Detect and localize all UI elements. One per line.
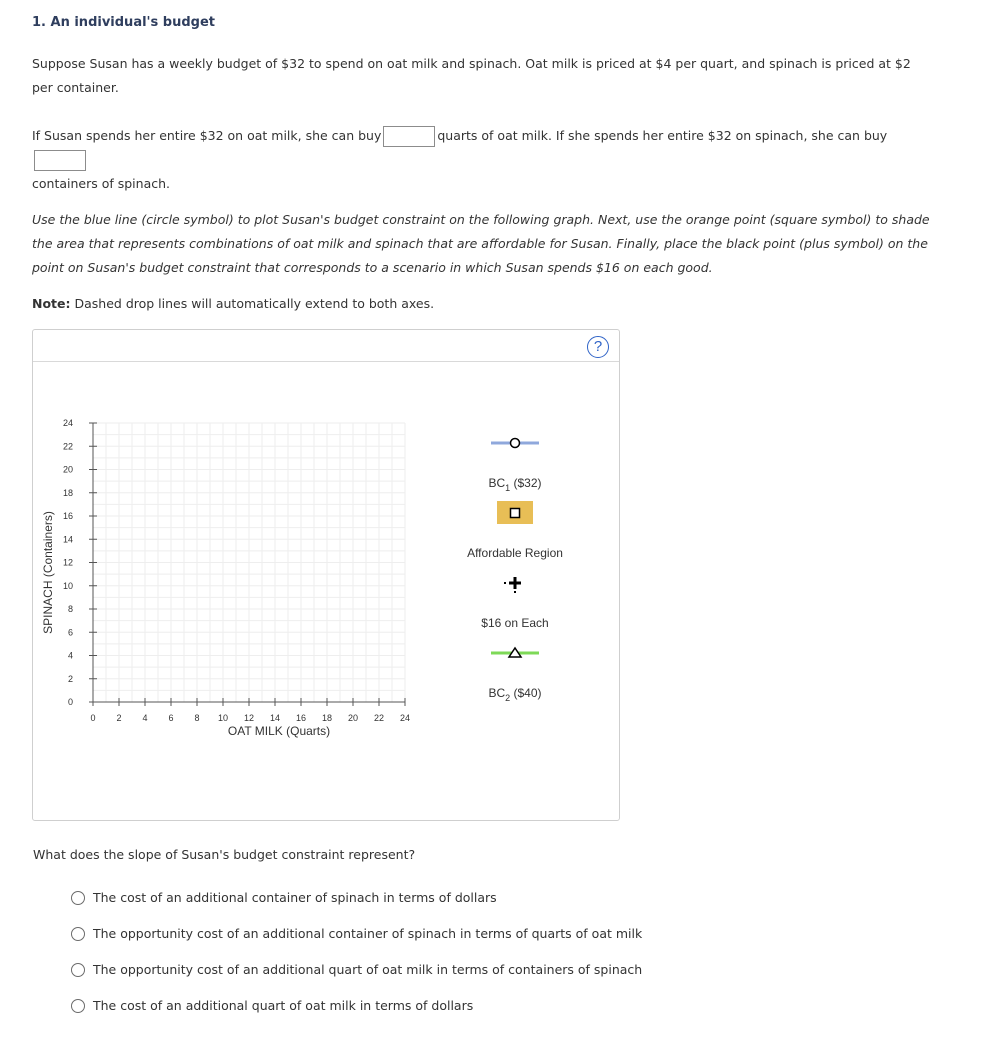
fill-text-2: quarts of oat milk. If she spends her entire $32 on spinach, she can buy [437, 128, 888, 143]
y-tick-label: 22 [62, 441, 73, 452]
x-axis-title: OAT MILK (Quarts) [227, 724, 331, 738]
x-tick-label: 18 [321, 713, 333, 723]
question-title: 1. An individual's budget [32, 15, 215, 30]
graph-instructions: Use the blue line (circle symbol) to plot Susan's budget constraint on the following graph. Next, use the orange point (square symbol) to shade the area that represents combinations of oat milk and spinach that are affordable for Susan. Finally, place the black point (plus symbol) on the point on Susan's budget constraint that corresponds to a scenario in which Susan spends $16 on each good. [32, 212, 930, 275]
y-tick-label: 8 [67, 604, 73, 614]
graph-toolbar [33, 330, 619, 362]
circle-icon[interactable] [511, 439, 520, 448]
y-tick-label: 12 [62, 557, 73, 568]
y-tick-label: 24 [62, 418, 73, 428]
x-tick-label: 0 [90, 713, 96, 723]
y-tick-label: 14 [62, 534, 73, 545]
option-label: The cost of an additional quart of oat milk in terms of dollars [93, 998, 474, 1013]
x-tick-label: 24 [399, 713, 411, 723]
budget-graph[interactable] [33, 363, 619, 821]
option-label: The cost of an additional container of spinach in terms of dollars [93, 890, 497, 905]
note-text: Dashed drop lines will automatically extend to both axes. [74, 296, 435, 311]
legend-item-1[interactable] [467, 501, 563, 560]
y-tick-label: 6 [67, 627, 73, 638]
option-label: The opportunity cost of an additional container of spinach in terms of quarts of oat milk [93, 926, 643, 941]
legend-item-0[interactable] [488, 439, 541, 494]
x-tick-label: 10 [217, 713, 229, 723]
fill-text-1: If Susan spends her entire $32 on oat milk, she can buy [32, 128, 382, 143]
y-tick-label: 0 [67, 697, 73, 707]
radio-button[interactable] [71, 999, 85, 1013]
y-tick-label: 4 [67, 650, 73, 661]
note-label: Note: [32, 296, 71, 311]
x-tick-label: 4 [142, 713, 148, 723]
y-tick-label: 18 [62, 487, 73, 498]
legend-label: $BC_2$ ($40) [488, 686, 542, 703]
y-tick-label: 20 [62, 464, 73, 475]
question-intro: Suppose Susan has a weekly budget of $32 to spend on oat milk and spinach. Oat milk is priced at $4 per quart, and spinach is priced at $2 per container. [32, 56, 911, 95]
legend-label: $16 on Each [481, 616, 549, 630]
fill-in-paragraph [32, 124, 932, 196]
spinach-quantity-input[interactable] [34, 150, 86, 171]
fill-text-3: containers of spinach. [32, 176, 171, 191]
x-tick-label: 2 [116, 713, 122, 723]
radio-button[interactable] [71, 891, 85, 905]
slope-option-2[interactable] [71, 926, 642, 941]
help-icon[interactable]: ? [587, 336, 609, 358]
legend-label: $BC_1$ ($32) [488, 476, 542, 493]
x-tick-label: 6 [168, 713, 174, 723]
legend[interactable] [467, 439, 563, 704]
y-tick-label: 16 [62, 511, 73, 521]
slope-option-1[interactable] [71, 890, 497, 905]
x-tick-label: 16 [295, 713, 307, 723]
legend-label: Affordable Region [467, 546, 563, 560]
grid [93, 423, 405, 702]
x-tick-label: 12 [243, 713, 255, 723]
y-tick-label: 2 [67, 673, 73, 684]
y-axis-title: SPINACH (Containers) [41, 511, 55, 634]
legend-item-3[interactable] [488, 648, 541, 703]
y-tick-label: 10 [62, 580, 73, 591]
slope-option-4[interactable] [71, 998, 473, 1013]
x-tick-label: 14 [269, 713, 281, 723]
oat-milk-quantity-input[interactable] [383, 126, 435, 147]
x-tick-label: 20 [347, 713, 359, 723]
slope-option-3[interactable] [71, 962, 642, 977]
option-label: The opportunity cost of an additional quart of oat milk in terms of containers of spinach [93, 962, 643, 977]
graph-panel [32, 329, 620, 821]
x-tick-label: 22 [373, 713, 385, 723]
square-icon[interactable] [511, 509, 520, 518]
radio-button[interactable] [71, 927, 85, 941]
legend-item-2[interactable] [481, 577, 548, 630]
slope-question-prompt: What does the slope of Susan's budget constraint represent? [33, 847, 416, 862]
radio-button[interactable] [71, 963, 85, 977]
note [32, 292, 434, 316]
x-tick-label: 8 [194, 713, 200, 723]
